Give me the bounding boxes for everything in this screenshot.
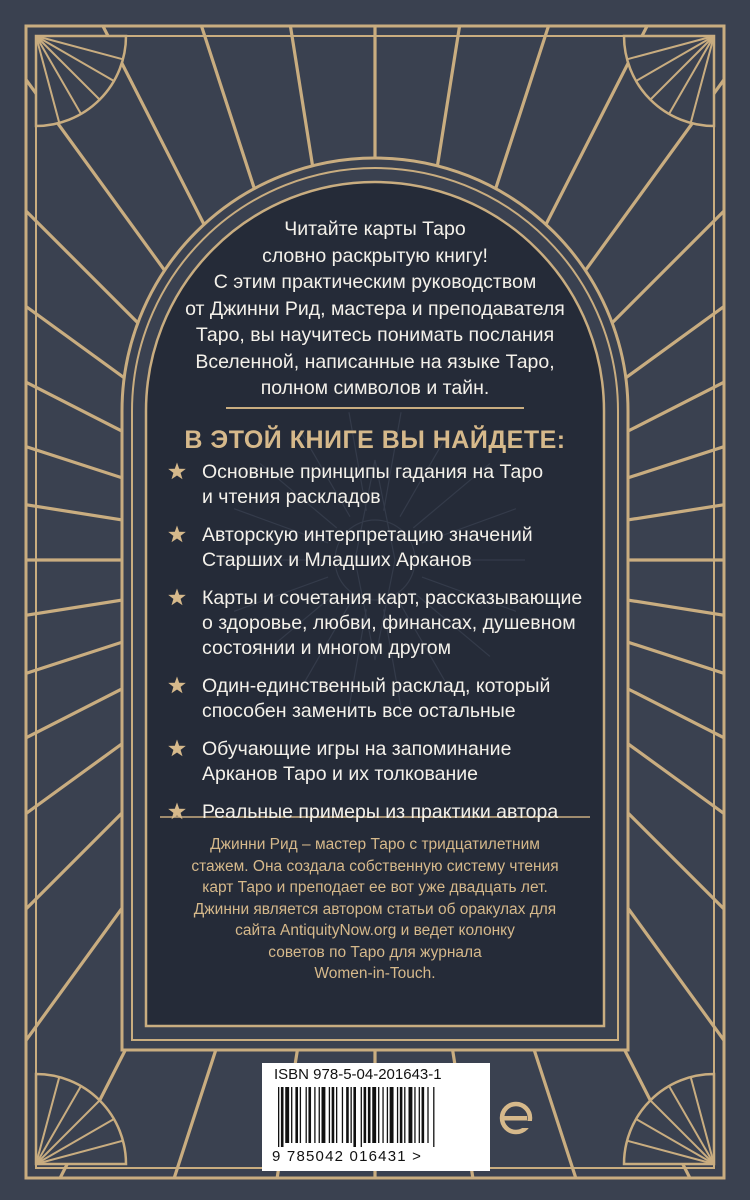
- corner-fan: [36, 36, 126, 126]
- star-icon: [168, 588, 186, 606]
- feature-item: [168, 674, 608, 724]
- feature-item-text: Карты и сочетания карт, рассказывающие: [202, 587, 583, 609]
- feature-item: [168, 460, 608, 510]
- intro-line: Вселенной, написанные на языке Таро,: [195, 350, 555, 373]
- eksmo-logo-icon: [499, 1100, 533, 1136]
- feature-item-text: способен заменить все остальные: [202, 700, 516, 722]
- bio-line: карт Таро и преподает ее вот уже двадцать лет.: [202, 879, 548, 896]
- feature-item-text: Обучающие игры на запоминание: [202, 738, 512, 760]
- intro-text: [150, 216, 600, 402]
- star-icon: [168, 739, 186, 757]
- intro-line: С этим практическим руководством: [213, 271, 537, 293]
- feature-item-text: Один-единственный расклад, который: [202, 675, 551, 697]
- intro-line: Читайте карты Таро: [284, 218, 466, 240]
- barcode-digits: 9 785042 016431 >: [272, 1148, 423, 1165]
- feature-item: [168, 800, 608, 825]
- intro-line: словно раскрытую книгу!: [262, 244, 488, 267]
- feature-item: [168, 737, 608, 787]
- bio-line: стажем. Она создала собственную систему чтения: [191, 857, 559, 875]
- feature-item-text: о здоровье, любви, финансах, душевном: [202, 612, 576, 634]
- feature-item-text: и чтения раскладов: [202, 486, 381, 508]
- feature-item-text: Основные принципы гадания на Таро: [202, 461, 544, 483]
- feature-item-text: Старших и Младших Арканов: [202, 549, 472, 571]
- intro-line: Таро, вы научитесь понимать послания: [195, 324, 555, 346]
- features-heading: В ЭТОЙ КНИГЕ ВЫ НАЙДЕТЕ:: [184, 426, 566, 454]
- bio-line: советов по Таро для журнала: [268, 943, 482, 961]
- corner-fan: [624, 1074, 714, 1164]
- star-icon: [168, 462, 186, 480]
- corner-fan: [624, 36, 714, 126]
- feature-item: [168, 586, 608, 661]
- feature-item-text: Авторскую интерпретацию значений: [202, 524, 533, 546]
- bio-line: Women-in-Touch.: [314, 965, 436, 982]
- corner-fan: [36, 1074, 126, 1164]
- author-bio: [180, 834, 570, 985]
- isbn-text: ISBN 978-5-04-201643-1: [274, 1066, 442, 1083]
- intro-line: полном символов и тайн.: [260, 377, 490, 399]
- bio-line: Джинни является автором статьи об оракулах для: [193, 900, 557, 918]
- feature-item-text: Арканов Таро и их толкование: [202, 763, 478, 785]
- feature-item: [168, 523, 608, 573]
- star-icon: [168, 676, 186, 694]
- feature-item-text: Реальные примеры из практики автора: [202, 801, 559, 823]
- barcode-bars: [272, 1087, 480, 1147]
- star-icon: [168, 802, 186, 820]
- barcode-label: [262, 1063, 490, 1171]
- feature-list: [168, 460, 608, 825]
- intro-line: от Джинни Рид, мастера и преподавателя: [185, 297, 565, 320]
- star-icon: [168, 525, 186, 543]
- feature-item-text: состоянии и многом другом: [202, 637, 452, 659]
- bio-line: сайта AntiquityNow.org и ведет колонку: [235, 922, 515, 939]
- bio-line: Джинни Рид – мастер Таро с тридцатилетним: [210, 836, 540, 853]
